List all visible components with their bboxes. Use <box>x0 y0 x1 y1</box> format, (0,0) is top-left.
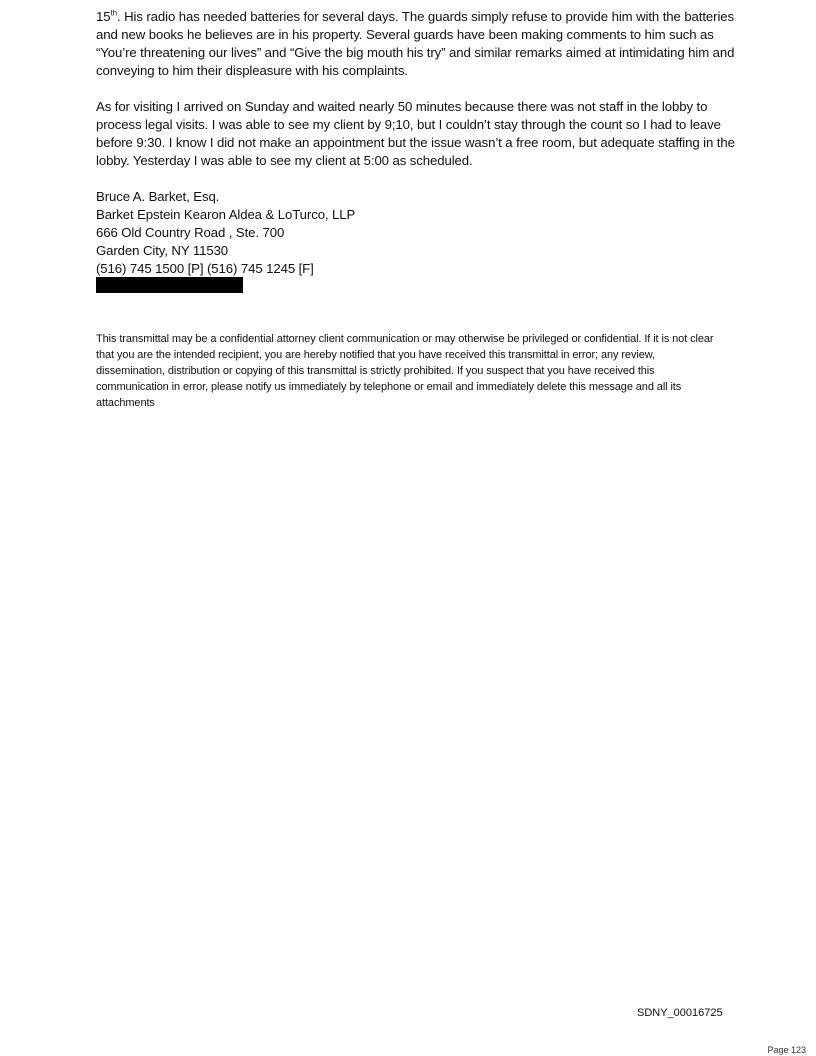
signature-phone-fax: (516) 745 1500 [P] (516) 745 1245 [F] <box>96 261 314 276</box>
confidentiality-disclaimer: This transmittal may be a confidential attorney client communication or may otherwise be privileged or confidential. If it is not clear that you are the intended recipient, you are hereby notified that you have received this transmittal in error; any review, dissemination, distribution or copying of this transmittal is strictly prohibited. If you suspect that you have received this communication in error, please notify us immediately by telephone or email and immediately delete this message and all its attachments <box>96 333 714 409</box>
bates-number: SDNY_00016725 <box>637 1007 723 1019</box>
signature-address-line2: Garden City, NY 11530 <box>96 243 229 258</box>
redaction-bar <box>96 277 243 293</box>
signature-address-line1: 666 Old Country Road , Ste. 700 <box>96 225 285 240</box>
signature-firm: Barket Epstein Kearon Aldea & LoTurco, LLP <box>96 207 356 222</box>
body-paragraph-1 <box>96 8 736 80</box>
body-paragraph-2: As for visiting I arrived on Sunday and waited nearly 50 minutes because there was not staff in the lobby to process legal visits. I was able to see my client by 9;10, but I couldn’t stay through the count so I had to leave before 9:30. I know I did not make an appointment but the issue wasn’t a free room, but adequate staffing in the lobby. Yesterday I was able to see my client at 5:00 as scheduled. <box>96 99 735 168</box>
email-signature <box>96 188 355 278</box>
page-number: Page 123 <box>767 1045 806 1055</box>
para1-text: . His radio has needed batteries for several days. The guards simply refuse to provide him with the batteries and new books he believes are in his property. Several guards have been making comments to him such as “You’re threatening our lives” and “Give the big mouth his try” and similar remarks aimed at intimidating him and conveying to him their displeasure with his complaints. <box>96 9 735 78</box>
signature-name: Bruce A. Barket, Esq. <box>96 189 220 204</box>
para1-day: 15 <box>96 9 111 24</box>
para1-day-suffix: th <box>110 8 117 18</box>
